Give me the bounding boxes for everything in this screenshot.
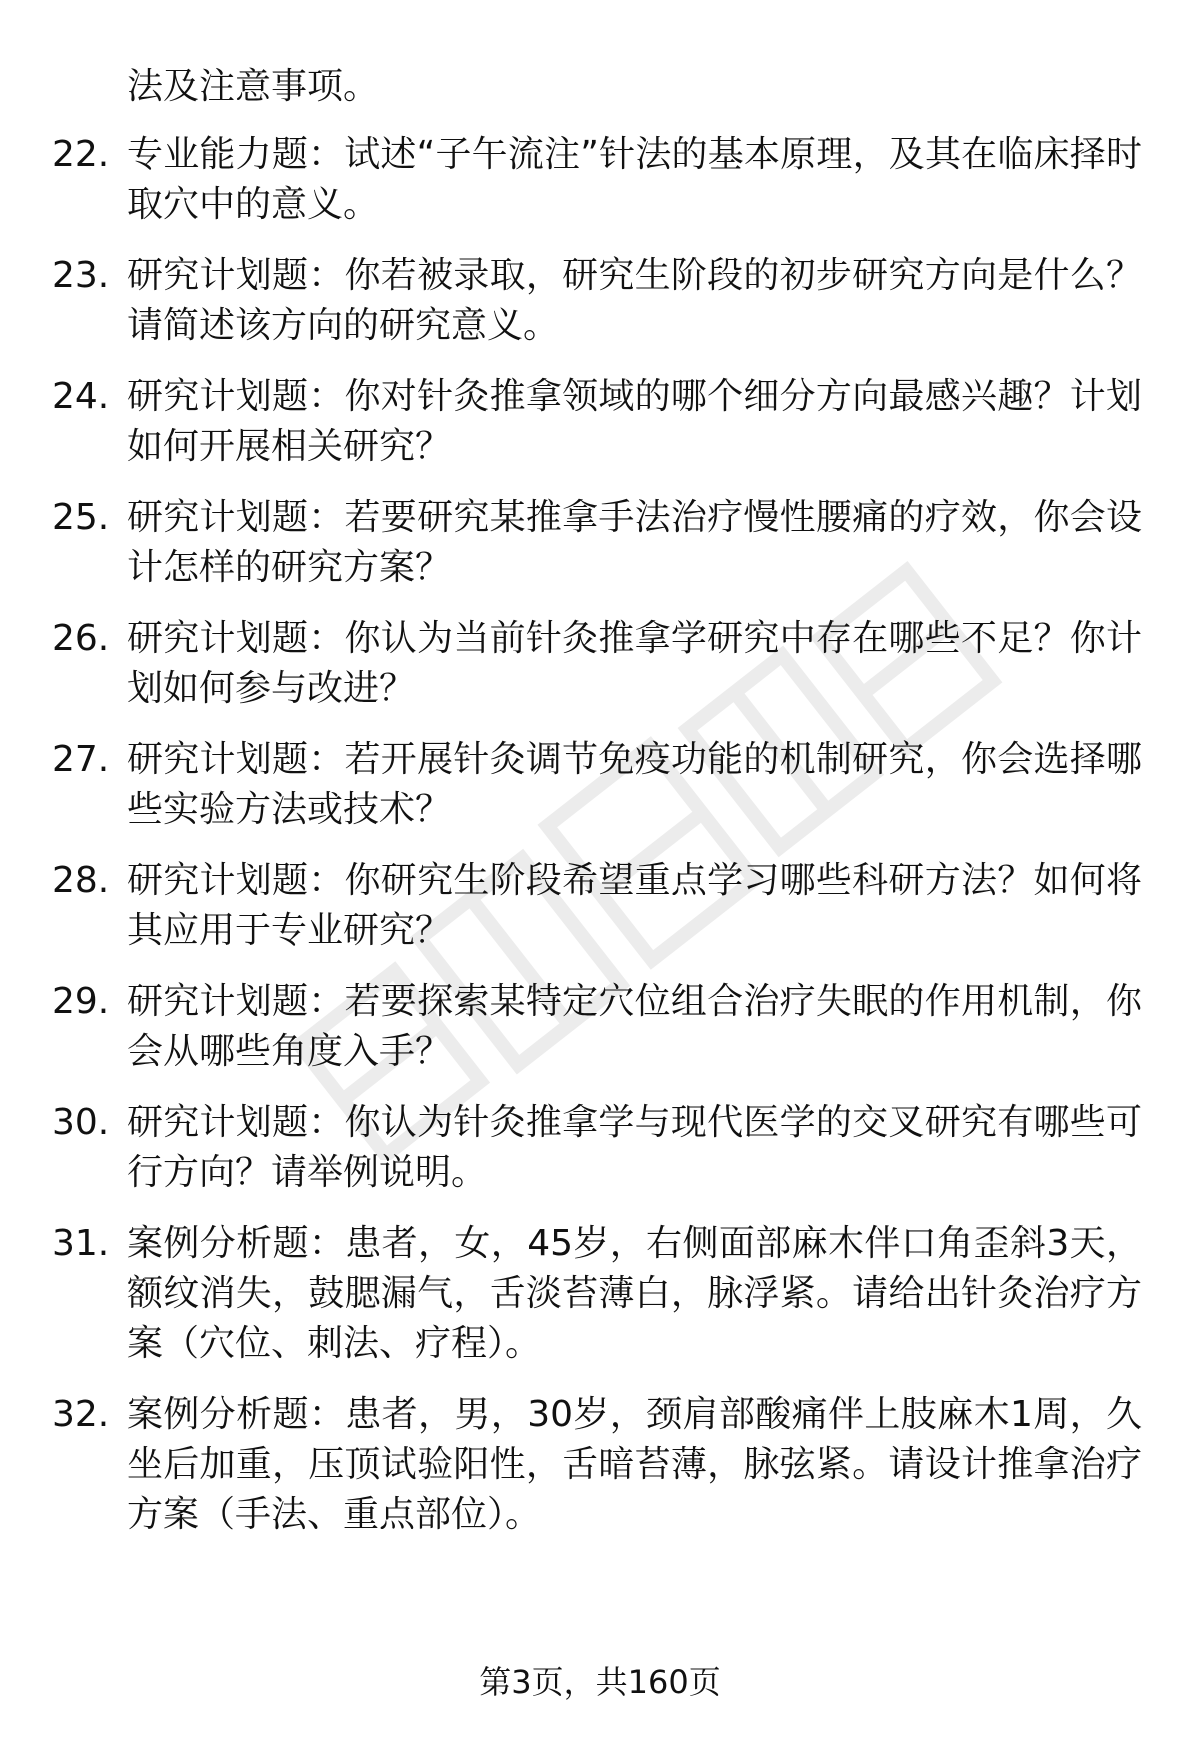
question-item	[52, 1390, 1142, 1540]
question-item	[52, 735, 1142, 835]
continuation-text: 法及注意事项。	[127, 66, 380, 107]
question-number: 22.	[52, 134, 110, 175]
question-item	[52, 493, 1142, 593]
question-number: 27.	[52, 739, 110, 780]
question-item	[52, 614, 1142, 714]
page-footer: 第3页，共160页	[479, 1663, 721, 1701]
question-number: 31.	[52, 1223, 110, 1264]
question-number: 24.	[52, 376, 110, 417]
question-text: 研究计划题：你研究生阶段希望重点学习哪些科研方法？如何将其应用于专业研究？	[127, 860, 1142, 951]
question-number: 28.	[52, 860, 110, 901]
question-text: 研究计划题：若要探索某特定穴位组合治疗失眠的作用机制，你会从哪些角度入手？	[127, 981, 1142, 1072]
question-item	[52, 856, 1142, 956]
question-number: 26.	[52, 618, 110, 659]
question-text: 专业能力题：试述“子午流注”针法的基本原理，及其在临床择时取穴中的意义。	[127, 134, 1142, 225]
question-item	[52, 130, 1142, 230]
question-text: 研究计划题：你认为针灸推拿学与现代医学的交叉研究有哪些可行方向？请举例说明。	[127, 1102, 1142, 1193]
question-text: 研究计划题：若要研究某推拿手法治疗慢性腰痛的疗效，你会设计怎样的研究方案？	[127, 497, 1142, 588]
question-number: 23.	[52, 255, 110, 296]
question-text: 研究计划题：若开展针灸调节免疫功能的机制研究，你会选择哪些实验方法或技术？	[127, 739, 1142, 830]
question-item	[52, 372, 1142, 472]
question-text: 研究计划题：你认为当前针灸推拿学研究中存在哪些不足？你计划如何参与改进？	[127, 618, 1142, 709]
question-item	[52, 977, 1142, 1077]
question-number: 32.	[52, 1394, 110, 1435]
question-text: 研究计划题：你若被录取，研究生阶段的初步研究方向是什么？请简述该方向的研究意义。	[127, 255, 1142, 346]
question-item	[52, 1098, 1142, 1198]
question-item	[52, 1219, 1142, 1369]
question-text: 案例分析题：患者，男，30岁，颈肩部酸痛伴上肢麻木1周，久坐后加重，压顶试验阳性，舌暗苔薄，脉弦紧。请设计推拿治疗方案（手法、重点部位）。	[127, 1394, 1142, 1535]
question-number: 30.	[52, 1102, 110, 1143]
question-item	[52, 251, 1142, 351]
question-text: 研究计划题：你对针灸推拿领域的哪个细分方向最感兴趣？计划如何开展相关研究？	[127, 376, 1142, 467]
question-text: 案例分析题：患者，女，45岁，右侧面部麻木伴口角歪斜3天，额纹消失，鼓腮漏气，舌淡苔薄白，脉浮紧。请给出针灸治疗方案（穴位、刺法、疗程）。	[127, 1223, 1142, 1364]
question-number: 25.	[52, 497, 110, 538]
question-number: 29.	[52, 981, 110, 1022]
